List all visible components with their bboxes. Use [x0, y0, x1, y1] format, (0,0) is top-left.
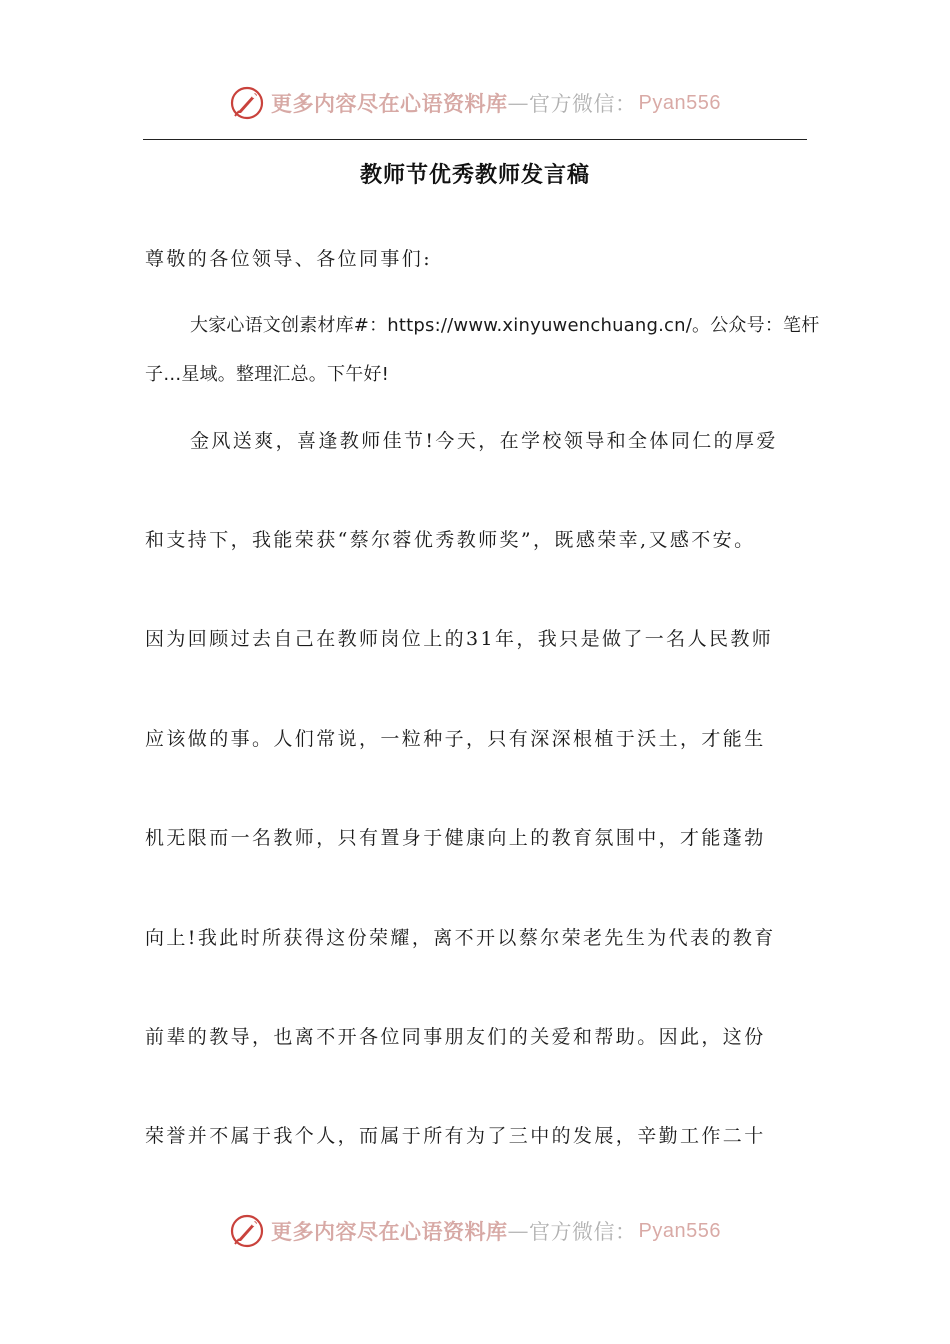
intro-line-1: 大家心语文创素材库#：https://www.xinyuwenchuang.cn/。公众号：笔杆 [190, 315, 820, 336]
banner-dash: — [507, 91, 530, 115]
body-line: 荣誉并不属于我个人，而属于所有为了三中的发展，辛勤工作二十 [145, 1125, 766, 1147]
banner-main-text: 更多内容尽在心语资料库 [271, 1219, 508, 1244]
header-banner [0, 78, 950, 128]
banner-main-text: 更多内容尽在心语资料库 [271, 91, 508, 116]
banner-dash: — [507, 1219, 530, 1243]
body-line: 机无限而一名教师，只有置身于健康向上的教育氛围中，才能蓬勃 [145, 827, 766, 849]
body-line: 金风送爽，喜逢教师佳节!今天，在学校领导和全体同仁的厚爱 [190, 430, 778, 452]
body-line: 因为回顾过去自己在教师岗位上的31年，我只是做了一名人民教师 [145, 628, 774, 650]
header-divider [143, 139, 807, 140]
banner-sub-text: 官方微信： [529, 1220, 637, 1244]
body-line: 向上!我此时所获得这份荣耀，离不开以蔡尔荣老先生为代表的教育 [145, 927, 776, 949]
banner-wechat-id: Pyan556 [638, 91, 721, 114]
quill-logo-icon [229, 85, 265, 121]
intro-line-2: 子…星域。整理汇总。下午好! [145, 364, 390, 385]
greeting: 尊敬的各位领导、各位同事们: [145, 248, 433, 270]
banner-sub-text: 官方微信： [529, 92, 637, 116]
banner-wechat-id: Pyan556 [638, 1219, 721, 1242]
body-line: 和支持下，我能荣获“蔡尔蓉优秀教师奖”，既感荣幸,又感不安。 [145, 529, 756, 551]
body-line: 应该做的事。人们常说，一粒种子，只有深深根植于沃土，才能生 [145, 728, 766, 750]
quill-logo-icon [229, 1213, 265, 1249]
footer-banner [0, 1206, 950, 1256]
page-title: 教师节优秀教师发言稿 [359, 163, 590, 188]
body-line: 前辈的教导，也离不开各位同事朋友们的关爱和帮助。因此，这份 [145, 1026, 766, 1048]
